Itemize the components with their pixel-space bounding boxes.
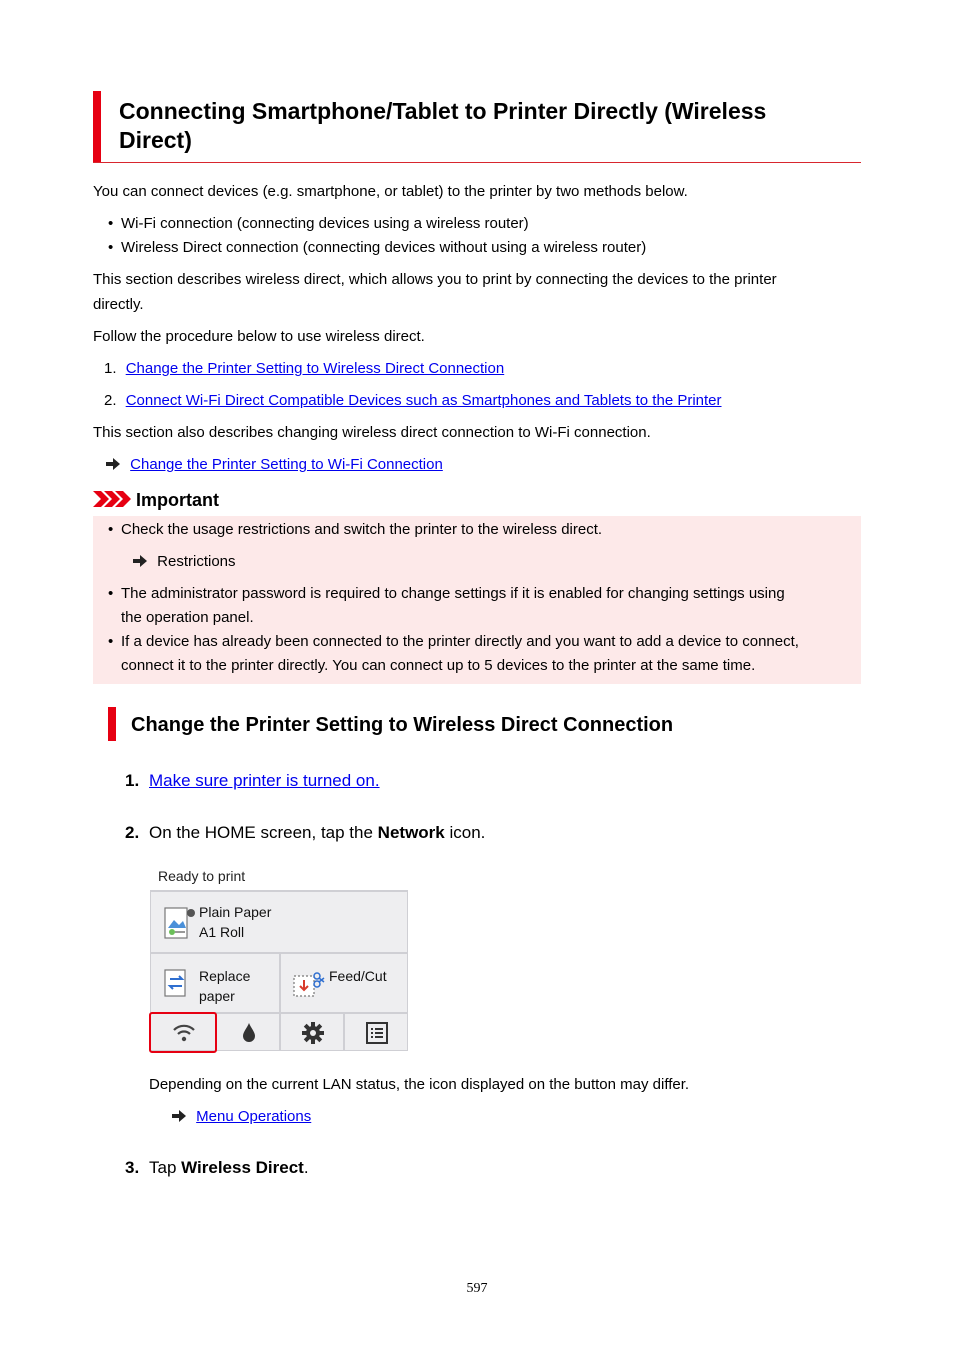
paper-icon <box>161 904 199 942</box>
description-line1: This section describes wireless direct, which allows you to print by connecting the devices to the printer <box>93 271 777 288</box>
menu-operations-row <box>172 1105 311 1129</box>
step-number: 2. <box>125 823 140 842</box>
follow-text: Follow the procedure below to use wireless direct. <box>93 328 425 345</box>
also-text: This section also describes changing wireless direct connection to Wi-Fi connection. <box>93 424 651 441</box>
important-item-text: The administrator password is required to change settings if it is enabled for changing settings using <box>121 585 785 602</box>
step-3 <box>125 1156 309 1180</box>
paper-settings-tile[interactable] <box>150 891 408 953</box>
link-connect-wifi-direct-devices[interactable]: Connect Wi-Fi Direct Compatible Devices such as Smartphones and Tablets to the Printer <box>125 392 722 409</box>
list-icon <box>366 1022 388 1044</box>
replace-paper-label: paper <box>199 988 235 1004</box>
important-item-text: connect it to the printer directly. You can connect up to 5 devices to the printer at the same time. <box>121 657 756 674</box>
paper-size-text: A1 Roll <box>199 924 245 940</box>
wifi-connection-link-row <box>106 453 443 477</box>
bullet-text: Wireless Direct connection (connecting devices without using a wireless router) <box>121 239 647 256</box>
step-2 <box>125 821 485 845</box>
link-change-printer-setting-wireless-direct[interactable]: Change the Printer Setting to Wireless Direct Connection <box>125 360 505 377</box>
feed-cut-tile[interactable] <box>280 953 408 1013</box>
page-heading <box>93 91 861 163</box>
step-text: On the HOME screen, tap the <box>149 823 378 842</box>
intro-text: You can connect devices (e.g. smartphone, or tablet) to the printer by two methods below. <box>93 183 688 200</box>
ink-button[interactable] <box>216 1013 280 1051</box>
page-title-line2: Direct) <box>119 127 192 153</box>
printer-status-text: Ready to print <box>158 868 246 884</box>
important-title: Important <box>136 490 219 510</box>
list-number: 2. <box>104 392 117 409</box>
arrow-right-icon <box>106 458 120 470</box>
replace-paper-label: Replace <box>199 968 251 984</box>
heading-accent-bar <box>93 91 101 162</box>
link-change-to-wifi-connection[interactable]: Change the Printer Setting to Wi-Fi Connection <box>130 456 443 473</box>
menu-list-button[interactable] <box>344 1013 408 1051</box>
lan-status-note: Depending on the current LAN status, the icon displayed on the button may differ. <box>149 1076 690 1093</box>
page-number: 597 <box>466 1281 488 1296</box>
step-bold-text: Wireless Direct <box>181 1158 304 1177</box>
arrow-right-icon <box>172 1110 186 1122</box>
step-number: 3. <box>125 1158 140 1177</box>
important-item-text: Check the usage restrictions and switch the printer to the wireless direct. <box>121 521 603 538</box>
section-accent-bar <box>108 707 116 741</box>
gear-icon <box>301 1021 325 1045</box>
important-chevrons-icon <box>93 491 131 507</box>
section-title: Change the Printer Setting to Wireless Direct Connection <box>131 714 674 736</box>
list-number: 1. <box>104 360 117 377</box>
feed-cut-icon <box>291 968 325 1000</box>
link-make-sure-printer-on[interactable]: Make sure printer is turned on. <box>149 771 380 790</box>
bullet-text: Wi-Fi connection (connecting devices using a wireless router) <box>121 215 529 232</box>
important-item-text: the operation panel. <box>121 609 254 626</box>
step-bold-text: Network <box>377 823 445 842</box>
restrictions-text: Restrictions <box>157 553 236 570</box>
step-1 <box>125 769 380 793</box>
page-title-line1: Connecting Smartphone/Tablet to Printer Directly (Wireless <box>119 98 767 124</box>
step-text: icon. <box>444 823 486 842</box>
procedure-item-2 <box>104 389 722 413</box>
step-text: . <box>303 1158 309 1177</box>
step-text: Tap <box>149 1158 182 1177</box>
setup-button[interactable] <box>280 1013 344 1051</box>
arrow-right-icon <box>133 555 147 567</box>
network-button-highlight <box>149 1012 217 1053</box>
link-menu-operations[interactable]: Menu Operations <box>196 1108 312 1125</box>
procedure-item-1 <box>104 357 504 381</box>
restrictions-row <box>133 550 236 574</box>
replace-paper-tile[interactable] <box>150 953 280 1013</box>
step-number: 1. <box>125 771 140 790</box>
page-title <box>119 97 849 155</box>
paper-type-text: Plain Paper <box>199 904 272 920</box>
feed-cut-label: Feed/Cut <box>329 968 387 984</box>
important-box: • Check the usage restrictions and switch the printer to the wireless direct. Restrictions • The administrator password is required to change settings if it is enabled for changing settings using the operation panel. • If a device has already been connected to the printer directly and you want to add a device to connect, connect it to the printer directly. You can connect up to 5 devices to the printer at the same time. <box>93 516 861 684</box>
ink-drop-icon <box>241 1022 257 1044</box>
description-line2: directly. <box>93 296 144 313</box>
important-item-text: If a device has already been connected to the printer directly and you want to add a device to connect, <box>121 633 799 650</box>
replace-paper-icon <box>161 968 193 1000</box>
